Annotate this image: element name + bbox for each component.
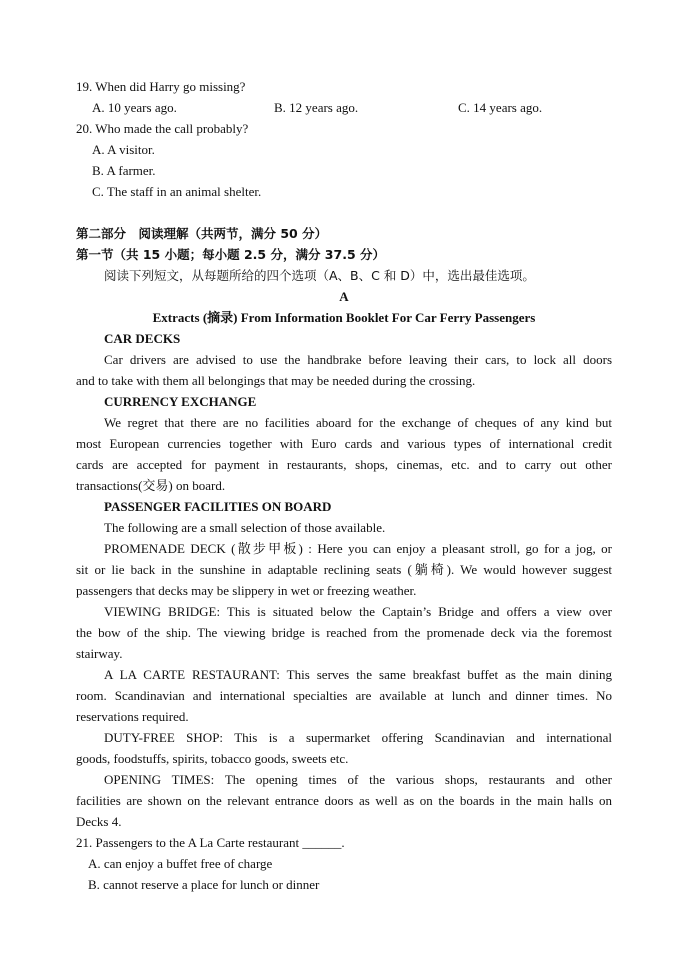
section-instruction: 阅读下列短文，从每题所给的四个选项（A、B、C 和 D）中，选出最佳选项。 <box>104 268 535 283</box>
paragraph-line: PROMENADE DECK (散步甲板) : Here you can enjoy a pleasant stroll, go for a jog, or <box>104 541 612 556</box>
paragraph-line: Decks 4. <box>76 814 122 829</box>
question-21-option-a: A. can enjoy a buffet free of charge <box>88 856 273 871</box>
paragraph-line: facilities are shown on the relevant entrance doors as well as on the boards in the main halls on <box>76 793 612 808</box>
paragraph-line: We regret that there are no facilities aboard for the exchange of cheques of any kind but <box>104 415 612 430</box>
section-part-heading: 第二部分 阅读理解（共两节，满分 50 分） <box>76 226 328 241</box>
question-20-stem: 20. Who made the call probably? <box>76 121 249 136</box>
question-19-stem: 19. When did Harry go missing? <box>76 79 246 94</box>
heading-passenger-facilities: PASSENGER FACILITIES ON BOARD <box>104 499 332 514</box>
question-19-option-b: B. 12 years ago. <box>274 100 359 115</box>
paragraph-line: transactions(交易) on board. <box>76 478 226 493</box>
question-19-option-c: C. 14 years ago. <box>458 100 543 115</box>
heading-currency-exchange: CURRENCY EXCHANGE <box>104 394 257 409</box>
paragraph-line: DUTY-FREE SHOP: This is a supermarket offering Scandinavian and international <box>104 730 612 745</box>
paragraph-line: cards are accepted for payment in restaurants, shops, cinemas, etc. and to carry out other <box>76 457 612 472</box>
paragraph-line: passengers that decks may be slippery in wet or freezing weather. <box>76 583 417 598</box>
paragraph-line: A LA CARTE RESTAURANT: This serves the same breakfast buffet as the main dining <box>104 667 612 682</box>
passage-letter: A <box>339 289 349 304</box>
paragraph-line: stairway. <box>76 646 123 661</box>
paragraph-line: VIEWING BRIDGE: This is situated below the Captain’s Bridge and offers a view over <box>104 604 612 619</box>
paragraph-line: most European currencies together with Euro cards and various types of international credit <box>76 436 612 451</box>
paragraph-line: Car drivers are advised to use the handbrake before leaving their cars, to lock all doors <box>104 352 612 367</box>
passage-title: Extracts (摘录) From Information Booklet For Car Ferry Passengers <box>152 310 536 325</box>
question-19-option-a: A. 10 years ago. <box>92 100 177 115</box>
section-sub-heading: 第一节（共 15 小题；每小题 2.5 分，满分 37.5 分） <box>76 247 385 262</box>
question-21-option-b: B. cannot reserve a place for lunch or dinner <box>88 877 320 892</box>
question-20-option-c: C. The staff in an animal shelter. <box>92 184 262 199</box>
heading-car-decks: CAR DECKS <box>104 331 181 346</box>
question-21-stem: 21. Passengers to the A La Carte restaurant ______. <box>76 835 345 850</box>
paragraph-line: and to take with them all belongings that may be needed during the crossing. <box>76 373 476 388</box>
paragraph-line: goods, foodstuffs, spirits, tobacco goods, sweets etc. <box>76 751 349 766</box>
paragraph-line: reservations required. <box>76 709 189 724</box>
paragraph-line: OPENING TIMES: The opening times of the various shops, restaurants and other <box>104 772 612 787</box>
paragraph-line: the bow of the ship. The viewing bridge is reached from the promenade deck via the foremost <box>76 625 612 640</box>
question-20-option-b: B. A farmer. <box>92 163 156 178</box>
question-20-option-a: A. A visitor. <box>92 142 155 157</box>
paragraph-line: The following are a small selection of those available. <box>104 520 386 535</box>
paragraph-line: sit or lie back in the sunshine in adaptable reclining seats (躺椅). We would however suggest <box>76 562 612 577</box>
paragraph-line: room. Scandinavian and international specialties are available at lunch and dinner times. No <box>76 688 612 703</box>
